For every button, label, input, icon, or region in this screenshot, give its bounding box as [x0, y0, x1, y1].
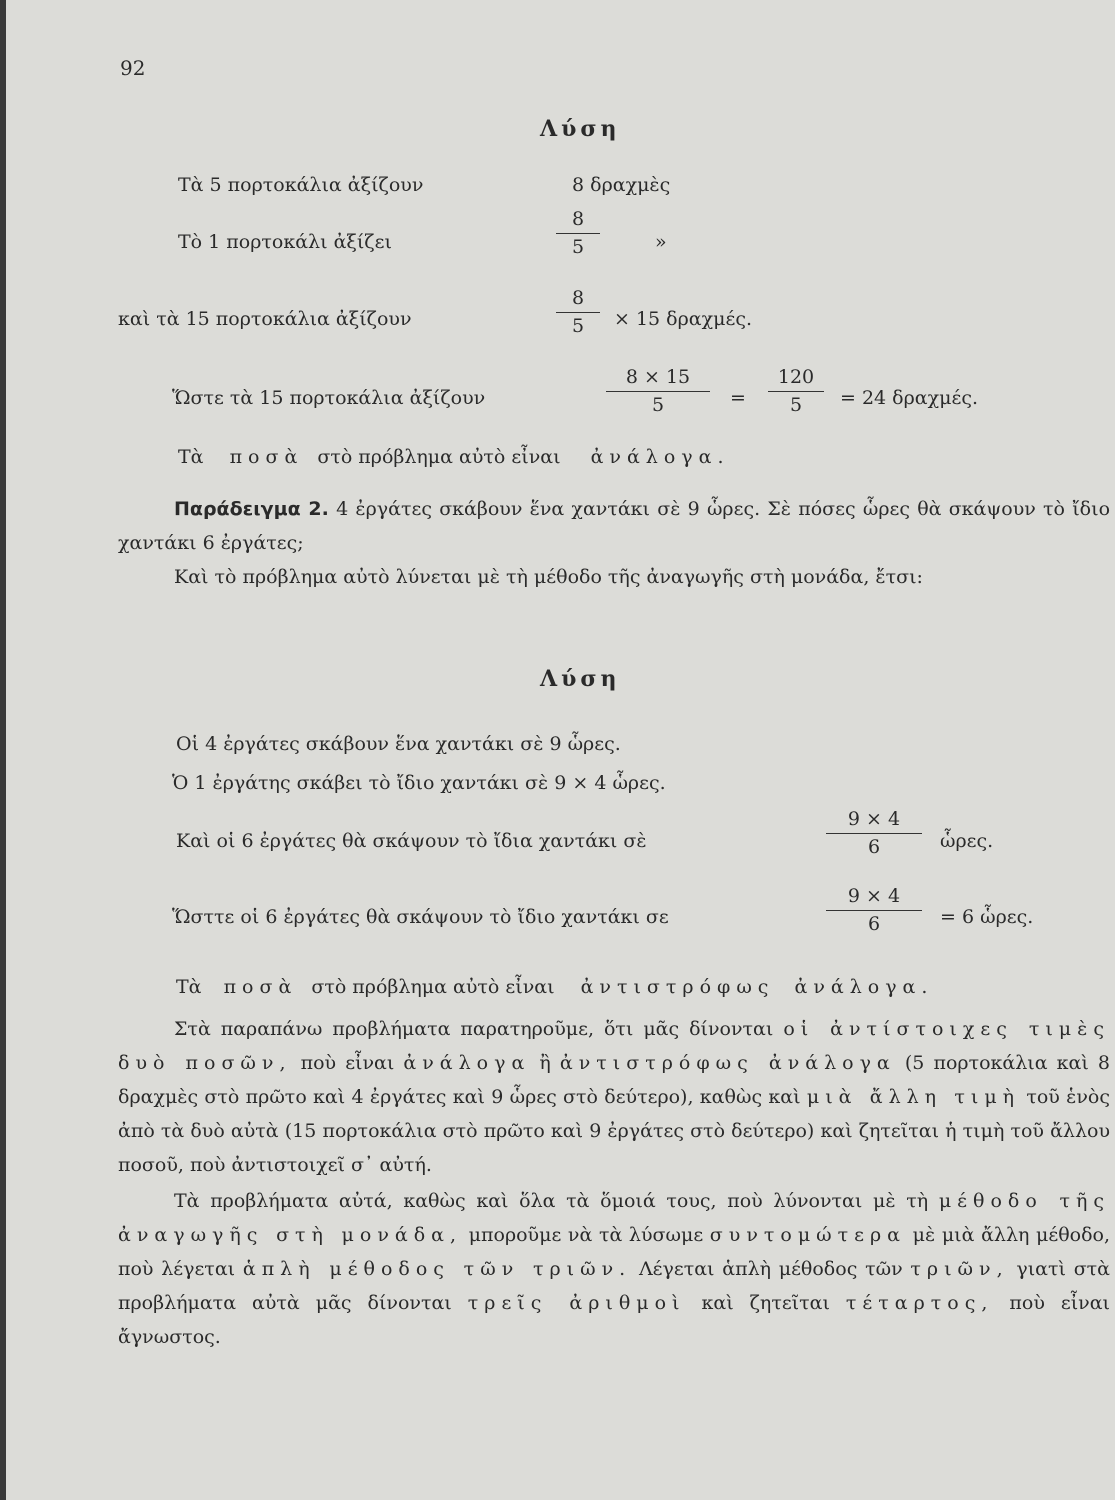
- text: καὶ ζητεῖται: [685, 1292, 846, 1314]
- text: γιατὶ στὰ προβλήματα αὐτὰ μᾶς δίνονται: [118, 1258, 1111, 1314]
- solution-heading-2: Λύση: [540, 666, 621, 692]
- text: ἢ: [530, 1052, 560, 1074]
- solution1-line4-fraction-2: [768, 366, 824, 416]
- spaced-text: ἀντιστρόφως: [580, 976, 775, 998]
- example-2-paragraph: [118, 492, 1110, 594]
- text: στὸ πρόβλημα αὐτὸ εἶναι: [311, 976, 555, 998]
- solution1-line4-fraction-1: [606, 366, 710, 416]
- text: Τὰ: [178, 446, 204, 468]
- solution2-line3-fraction: [826, 808, 922, 858]
- spaced-text: μέθοδο τῆς ἀναγωγῆς στὴ μονάδα,: [118, 1190, 1110, 1246]
- page-number: 92: [120, 56, 146, 80]
- text: Στὰ παραπάνω προβλήματα παρατηροῦμε, ὅτι μᾶς δίνονται: [174, 1018, 784, 1040]
- solution1-line3-fraction: [556, 287, 600, 337]
- text: ποὺ εἶναι ἄγνωστος.: [118, 1292, 1110, 1348]
- spaced-text: ποσὰ: [229, 446, 304, 468]
- solution2-line3-right: ὧρες.: [940, 830, 994, 852]
- solution1-line4-left: Ὥστε τὰ 15 πορτοκάλια ἀξίζουν: [172, 387, 486, 409]
- solution2-line4-fraction: [826, 885, 922, 935]
- text: (5 πορτοκάλια καὶ 8 δραχμὲς στὸ πρῶτο καὶ 4 ἐργάτες καὶ 9 ὧρες στὸ δεύτερο), καθὼς καὶ: [118, 1052, 1110, 1108]
- fraction-denominator: 5: [789, 394, 803, 416]
- solution1-line2-ditto: »: [655, 231, 667, 253]
- fraction-numerator: 9 × 4: [826, 885, 922, 911]
- fraction-denominator: 6: [867, 836, 881, 858]
- spaced-text: ποσὰ: [223, 976, 298, 998]
- fraction-denominator: 5: [571, 236, 585, 258]
- text: τοῦ ἑνὸς ἀπὸ τὰ δυὸ αὐτὰ (15 πορτοκάλια στὸ πρῶτο καὶ 9 ἐργάτες στὸ δεύτερο) καὶ ζητεῖται ἡ τιμὴ τοῦ ἄλλου ποσοῦ, ποὺ ἀντιστοιχεῖ σ᾿ αὐτή.: [118, 1086, 1110, 1176]
- fraction-numerator: 120: [768, 366, 824, 392]
- fraction-denominator: 6: [867, 913, 881, 935]
- text: Τὰ: [176, 976, 202, 998]
- text: μὲ μιὰ ἄλλη μέθοδο, ποὺ λέγεται: [118, 1224, 1110, 1280]
- solution2-line4-left: Ὥσττε οἱ 6 ἐργάτες θὰ σκάψουν τὸ ἴδιο χαντάκι σε: [172, 906, 669, 928]
- spaced-text: τέταρτος,: [845, 1292, 994, 1314]
- solution1-line4-result: = 24 δραχμές.: [840, 387, 979, 409]
- page-edge-shadow: [0, 0, 6, 1500]
- fraction-numerator: 8 × 15: [606, 366, 710, 392]
- example-text: 4 ἐργάτες σκάβουν ἕνα χαντάκι σὲ 9 ὧρες. Σὲ πόσες ὧρες θὰ σκάψουν τὸ ἴδιο χαντάκι 6 ἐργάτες;: [118, 498, 1111, 554]
- method-paragraph: [118, 1184, 1110, 1354]
- solution-heading-1: Λύση: [540, 116, 621, 142]
- spaced-text: οἱ ἀντίστοιχες τιμὲς δυὸ ποσῶν,: [118, 1018, 1110, 1074]
- spaced-text: ἁπλὴ μέθοδος τῶν τριῶν.: [242, 1258, 632, 1280]
- observation-paragraph: [118, 1012, 1110, 1182]
- solution1-conclusion: [178, 446, 730, 468]
- fraction-numerator: 8: [556, 208, 600, 234]
- fraction-denominator: 5: [651, 394, 665, 416]
- text: μποροῦμε νὰ τὰ λύσωμε: [462, 1224, 710, 1246]
- spaced-text: ἀνάλογα.: [794, 976, 934, 998]
- example-label: Παράδειγμα 2.: [174, 498, 329, 520]
- spaced-text: τριῶν,: [910, 1258, 1009, 1280]
- solution2-conclusion: [176, 976, 933, 998]
- example-text-2: Καὶ τὸ πρόβλημα αὐτὸ λύνεται μὲ τὴ μέθοδο τῆς ἀναγωγῆς στὴ μονάδα, ἔτσι:: [174, 566, 923, 588]
- solution1-line3-left: καὶ τὰ 15 πορτοκάλια ἀξίζουν: [118, 308, 412, 330]
- spaced-text: συντομώτερα: [709, 1224, 907, 1246]
- solution1-line2-fraction: [556, 208, 600, 258]
- solution2-line1: Οἱ 4 ἐργάτες σκάβουν ἕνα χαντάκι σὲ 9 ὧρες.: [176, 733, 621, 755]
- solution1-line2-left: Τὸ 1 πορτοκάλι ἀξίζει: [178, 231, 392, 253]
- text: Λέγεται ἁπλὴ μέθοδος τῶν: [631, 1258, 911, 1280]
- equals-sign: =: [730, 387, 746, 409]
- fraction-numerator: 9 × 4: [826, 808, 922, 834]
- text: ποὺ εἶναι: [291, 1052, 404, 1074]
- text: Τὰ προβλήματα αὐτά, καθὼς καὶ ὅλα τὰ ὅμοιά τους, ποὺ λύνονται μὲ τὴ: [174, 1190, 939, 1212]
- text: στὸ πρόβλημα αὐτὸ εἶναι: [317, 446, 561, 468]
- spaced-text: τρεῖς ἀριθμοὶ: [467, 1292, 686, 1314]
- solution1-line3-right: × 15 δραχμές.: [614, 308, 753, 330]
- spaced-text: μιὰ ἄλλη τιμὴ: [806, 1086, 1021, 1108]
- spaced-text: ἀντιστρόφως ἀνάλογα: [559, 1052, 896, 1074]
- fraction-numerator: 8: [556, 287, 600, 313]
- fraction-denominator: 5: [571, 315, 585, 337]
- solution2-line3-left: Καὶ οἱ 6 ἐργάτες θὰ σκάψουν τὸ ἴδια χαντάκι σὲ: [176, 830, 647, 852]
- solution1-line1-right: 8 δραχμὲς: [572, 174, 671, 196]
- spaced-text: ἀνάλογα.: [590, 446, 730, 468]
- spaced-text: ἀνάλογα: [403, 1052, 531, 1074]
- solution2-line4-result: = 6 ὧρες.: [940, 906, 1034, 928]
- solution1-line1-left: Τὰ 5 πορτοκάλια ἀξίζουν: [178, 174, 424, 196]
- solution2-line2: Ὁ 1 ἐργάτης σκάβει τὸ ἴδιο χαντάκι σὲ 9 × 4 ὧρες.: [172, 772, 666, 794]
